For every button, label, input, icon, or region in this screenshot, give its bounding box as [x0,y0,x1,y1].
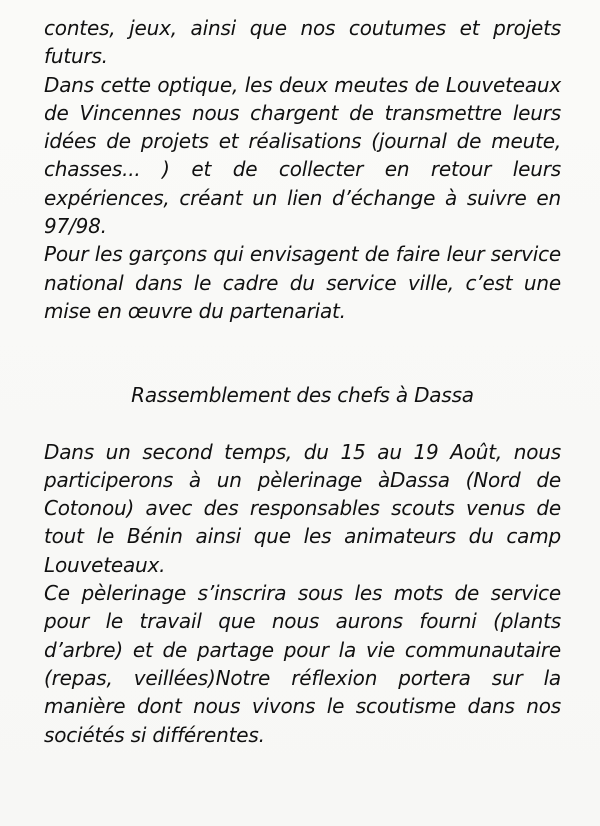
document-body [44,14,561,749]
paragraph-2: Dans cette optique, les deux meutes de Louveteaux de Vincennes nous chargent de transmettre leurs idées de projets et réalisations (journal de meute, chasses... ) et de collecter en retour leurs expériences, créant un lien d’échange à suivre en 97/98. [44,72,561,239]
paragraph-5: Ce pèlerinage s’inscrira sous les mots de service pour le travail que nous aurons fourni (plants d’arbre) et de partage pour la vie communautaire (repas, veillées)Notre réflexion portera sur la manière dont nous vivons le scoutisme dans nos sociétés si différentes. [44,581,561,747]
section-spacer [44,325,561,381]
section-heading: Rassemblement des chefs à Dassa [131,383,474,408]
paragraph-1: contes, jeux, ainsi que nos coutumes et projets futurs. [44,16,561,69]
paragraph-3: Pour les garçons qui envisagent de faire leur service national dans le cadre du service ville, c’est une mise en œuvre du partenariat. [44,242,561,323]
paragraph-4: Dans un second temps, du 15 au 19 Août, nous participerons à un pèlerinage àDassa (Nord de Cotonou) avec des responsables scouts venus de tout le Bénin ainsi que les animateurs du camp Louveteaux. [44,439,561,577]
heading-spacer [44,410,561,438]
